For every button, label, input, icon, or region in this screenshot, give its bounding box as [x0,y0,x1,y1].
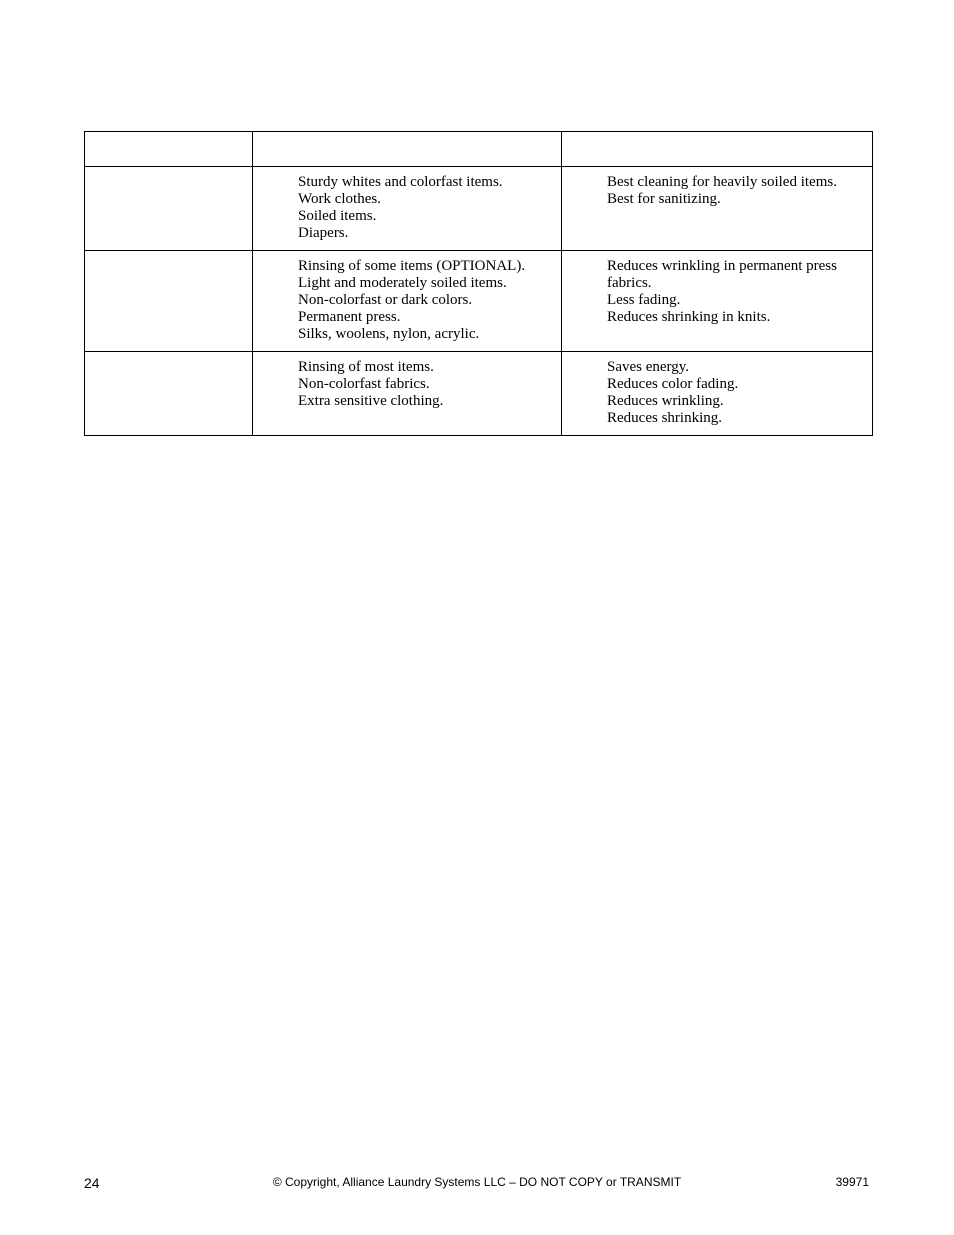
table-row [85,251,873,352]
uses-item: Rinsing of some items (OPTIONAL). [298,258,526,274]
document-number: 39971 [835,1175,869,1189]
header-cell [253,132,562,167]
uses-cell [253,251,562,352]
row-label-cell [85,167,253,251]
header-cell [562,132,873,167]
copyright-notice: © Copyright, Alliance Laundry Systems LLC – DO NOT COPY or TRANSMIT [272,1175,682,1189]
benefits-item: Best for sanitizing. [607,191,721,207]
uses-cell [253,167,562,251]
benefits-item: Less fading. [607,292,681,308]
table-header-row [85,132,873,167]
benefits-item: Reduces wrinkling. [607,393,724,409]
uses-item: Silks, woolens, nylon, acrylic. [298,326,480,342]
uses-cell [253,352,562,436]
benefits-item: Reduces wrinkling in permanent press fabrics. [607,258,837,291]
uses-item: Non-colorfast or dark colors. [298,292,473,308]
uses-item: Rinsing of most items. [298,359,434,375]
uses-item: Diapers. [298,225,349,241]
header-cell [85,132,253,167]
uses-item: Extra sensitive clothing. [298,393,444,409]
row-label-cell [85,352,253,436]
page-number: 24 [84,1175,100,1191]
benefits-item: Best cleaning for heavily soiled items. [607,174,837,190]
table-row [85,167,873,251]
uses-item: Sturdy whites and colorfast items. [298,174,503,190]
benefits-cell [562,251,873,352]
uses-item: Soiled items. [298,208,377,224]
uses-item: Non-colorfast fabrics. [298,376,430,392]
uses-item: Light and moderately soiled items. [298,275,507,291]
benefits-item: Reduces shrinking in knits. [607,309,771,325]
wash-guide-table [84,131,873,436]
benefits-item: Reduces shrinking. [607,410,722,426]
benefits-item: Saves energy. [607,359,690,375]
uses-item: Work clothes. [298,191,381,207]
uses-item: Permanent press. [298,309,401,325]
benefits-item: Reduces color fading. [607,376,739,392]
table-row [85,352,873,436]
benefits-cell [562,352,873,436]
row-label-cell [85,251,253,352]
benefits-cell [562,167,873,251]
